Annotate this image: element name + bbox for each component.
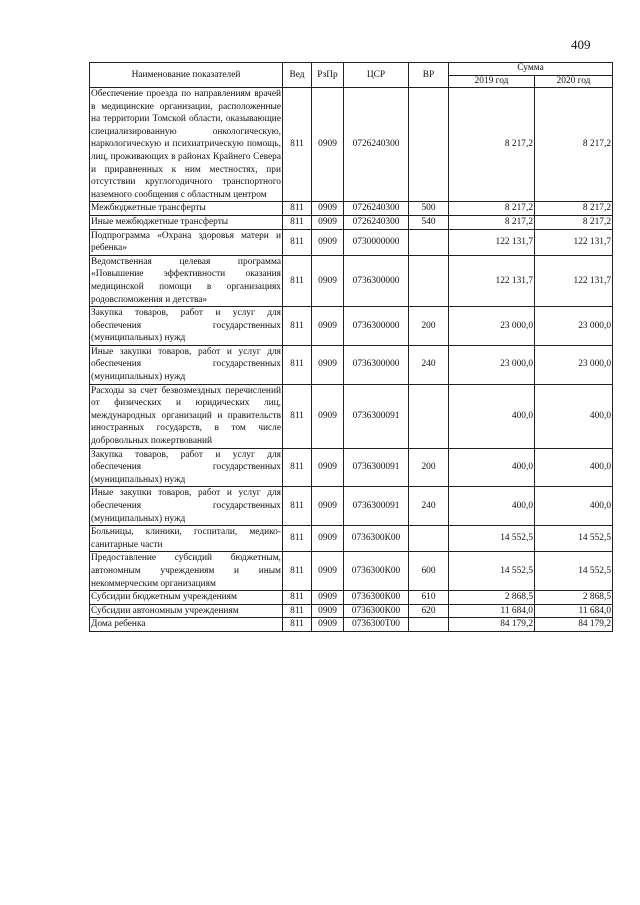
cell-sum-2020: 400,0: [535, 448, 613, 487]
cell-vr: [409, 384, 449, 448]
cell-sum-2019: 23 000,0: [449, 307, 535, 346]
cell-name: Предоставление субсидий бюджетным, автономным учреждениям и иным некоммерческим организациям: [90, 552, 283, 591]
cell-csr: 0730000000: [344, 229, 409, 255]
cell-ved: 811: [283, 448, 312, 487]
cell-ved: 811: [283, 215, 312, 229]
cell-csr: 0726240300: [344, 202, 409, 216]
cell-sum-2019: 400,0: [449, 487, 535, 526]
cell-sum-2020: 8 217,2: [535, 88, 613, 202]
cell-sum-2019: 8 217,2: [449, 202, 535, 216]
cell-csr: 0736300Т00: [344, 618, 409, 632]
cell-name: Иные закупки товаров, работ и услуг для обеспечения государственных (муниципальных) нужд: [90, 487, 283, 526]
cell-sum-2020: 122 131,7: [535, 255, 613, 306]
cell-vr: 500: [409, 202, 449, 216]
cell-vr: 610: [409, 591, 449, 605]
header-csr: ЦСР: [344, 63, 409, 88]
cell-sum-2020: 84 179,2: [535, 618, 613, 632]
cell-name: Межбюджетные трансферты: [90, 202, 283, 216]
cell-name: Обеспечение проезда по направлениям врачей в медицинские организации, расположенные на территории Томской области, оказывающие специализированную онкологическую, наркологическую и психиатрическую помощь, лиц, проживающих в районах Крайнего Севера и приравненных к ним местностях, при отсутствии круглогодичного транспортного наземного сообщения с областным центром: [90, 88, 283, 202]
cell-name: Иные межбюджетные трансферты: [90, 215, 283, 229]
cell-rzpr: 0909: [312, 526, 344, 552]
cell-name: Больницы, клиники, госпитали, медико-санитарные части: [90, 526, 283, 552]
cell-name: Дома ребенка: [90, 618, 283, 632]
cell-ved: 811: [283, 526, 312, 552]
cell-sum-2020: 23 000,0: [535, 345, 613, 384]
cell-vr: 240: [409, 345, 449, 384]
cell-ved: 811: [283, 591, 312, 605]
table-row: [90, 229, 613, 255]
cell-sum-2019: 122 131,7: [449, 255, 535, 306]
cell-sum-2020: 11 684,0: [535, 604, 613, 618]
cell-sum-2019: 2 868,5: [449, 591, 535, 605]
table-row: [90, 591, 613, 605]
cell-csr: 0726240300: [344, 215, 409, 229]
cell-rzpr: 0909: [312, 202, 344, 216]
cell-rzpr: 0909: [312, 215, 344, 229]
cell-rzpr: 0909: [312, 88, 344, 202]
table-row: [90, 255, 613, 306]
cell-sum-2020: 400,0: [535, 487, 613, 526]
cell-name: Субсидии автономным учреждениям: [90, 604, 283, 618]
cell-sum-2020: 14 552,5: [535, 552, 613, 591]
cell-vr: 240: [409, 487, 449, 526]
cell-name: Подпрограмма «Охрана здоровья матери и ребенка»: [90, 229, 283, 255]
cell-ved: 811: [283, 487, 312, 526]
cell-sum-2020: 8 217,2: [535, 215, 613, 229]
budget-table: [89, 62, 613, 632]
cell-rzpr: 0909: [312, 448, 344, 487]
header-name: Наименование показателей: [90, 63, 283, 88]
table-row: [90, 448, 613, 487]
cell-csr: 0736300К00: [344, 526, 409, 552]
table-header: [90, 63, 613, 88]
cell-vr: [409, 88, 449, 202]
cell-vr: 200: [409, 448, 449, 487]
cell-sum-2020: 23 000,0: [535, 307, 613, 346]
cell-csr: 0736300К00: [344, 591, 409, 605]
cell-sum-2019: 400,0: [449, 384, 535, 448]
cell-sum-2019: 14 552,5: [449, 552, 535, 591]
cell-ved: 811: [283, 229, 312, 255]
cell-ved: 811: [283, 604, 312, 618]
cell-vr: 540: [409, 215, 449, 229]
header-vr: ВР: [409, 63, 449, 88]
cell-ved: 811: [283, 345, 312, 384]
header-sum: Сумма: [449, 63, 613, 76]
cell-ved: 811: [283, 255, 312, 306]
cell-rzpr: 0909: [312, 604, 344, 618]
cell-rzpr: 0909: [312, 255, 344, 306]
cell-ved: 811: [283, 88, 312, 202]
cell-vr: 200: [409, 307, 449, 346]
cell-sum-2020: 2 868,5: [535, 591, 613, 605]
cell-sum-2020: 400,0: [535, 384, 613, 448]
cell-sum-2019: 11 684,0: [449, 604, 535, 618]
cell-csr: 0736300К00: [344, 552, 409, 591]
page-number: 409: [571, 37, 591, 52]
header-ved: Вед: [283, 63, 312, 88]
cell-csr: 0736300000: [344, 345, 409, 384]
cell-name: Закупка товаров, работ и услуг для обеспечения государственных (муниципальных) нужд: [90, 448, 283, 487]
cell-sum-2020: 8 217,2: [535, 202, 613, 216]
cell-rzpr: 0909: [312, 487, 344, 526]
cell-sum-2020: 14 552,5: [535, 526, 613, 552]
cell-csr: 0736300К00: [344, 604, 409, 618]
table-row: [90, 345, 613, 384]
cell-sum-2019: 23 000,0: [449, 345, 535, 384]
cell-sum-2019: 400,0: [449, 448, 535, 487]
cell-csr: 0736300000: [344, 255, 409, 306]
cell-sum-2019: 8 217,2: [449, 88, 535, 202]
table-row: [90, 384, 613, 448]
cell-ved: 811: [283, 384, 312, 448]
cell-rzpr: 0909: [312, 618, 344, 632]
table-row: [90, 307, 613, 346]
cell-vr: [409, 526, 449, 552]
cell-vr: 620: [409, 604, 449, 618]
cell-sum-2020: 122 131,7: [535, 229, 613, 255]
table-row: [90, 526, 613, 552]
cell-ved: 811: [283, 202, 312, 216]
cell-sum-2019: 84 179,2: [449, 618, 535, 632]
table-row: [90, 618, 613, 632]
cell-rzpr: 0909: [312, 307, 344, 346]
cell-vr: 600: [409, 552, 449, 591]
cell-rzpr: 0909: [312, 229, 344, 255]
cell-rzpr: 0909: [312, 384, 344, 448]
cell-sum-2019: 8 217,2: [449, 215, 535, 229]
cell-csr: 0736300091: [344, 384, 409, 448]
cell-rzpr: 0909: [312, 591, 344, 605]
cell-csr: 0736300091: [344, 448, 409, 487]
table-body: [90, 88, 613, 632]
header-year-2020: 2020 год: [535, 75, 613, 88]
header-year-2019: 2019 год: [449, 75, 535, 88]
table-row: [90, 88, 613, 202]
cell-name: Закупка товаров, работ и услуг для обеспечения государственных (муниципальных) нужд: [90, 307, 283, 346]
cell-sum-2019: 14 552,5: [449, 526, 535, 552]
cell-csr: 0736300000: [344, 307, 409, 346]
cell-rzpr: 0909: [312, 345, 344, 384]
cell-csr: 0726240300: [344, 88, 409, 202]
cell-rzpr: 0909: [312, 552, 344, 591]
table-row: [90, 552, 613, 591]
cell-vr: [409, 255, 449, 306]
cell-name: Иные закупки товаров, работ и услуг для обеспечения государственных (муниципальных) нужд: [90, 345, 283, 384]
cell-vr: [409, 618, 449, 632]
table-row: [90, 604, 613, 618]
cell-name: Субсидии бюджетным учреждениям: [90, 591, 283, 605]
cell-ved: 811: [283, 552, 312, 591]
cell-vr: [409, 229, 449, 255]
table-row: [90, 487, 613, 526]
cell-name: Ведомственная целевая программа «Повышение эффективности оказания медицинской помощи в организациях родовспоможения и детства»: [90, 255, 283, 306]
cell-sum-2019: 122 131,7: [449, 229, 535, 255]
header-rzpr: РзПр: [312, 63, 344, 88]
table-row: [90, 215, 613, 229]
cell-csr: 0736300091: [344, 487, 409, 526]
cell-name: Расходы за счет безвозмездных перечислений от физических и юридических лиц, международных организаций и правительств иностранных государств, в том числе добровольных пожертвований: [90, 384, 283, 448]
cell-ved: 811: [283, 618, 312, 632]
cell-ved: 811: [283, 307, 312, 346]
table-row: [90, 202, 613, 216]
